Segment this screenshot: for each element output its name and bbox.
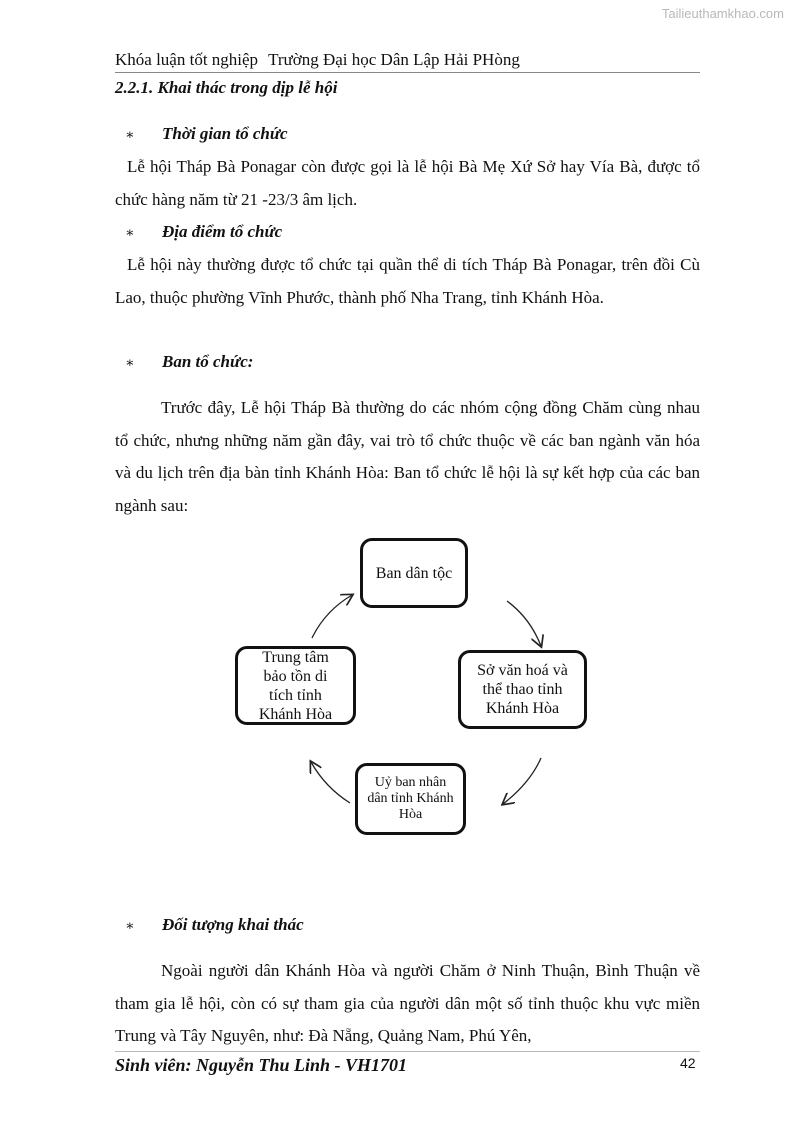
page-header [115,50,700,73]
bullet-label: Địa điểm tổ chức [162,222,283,241]
arrow-right-to-bottom [503,758,541,804]
paragraph-target: Ngoài người dân Khánh Hòa và người Chăm ở Ninh Thuận, Bình Thuận về tham gia lễ hội, còn có sự tham gia của người dân một số tỉnh thuộc khu vực miền Trung và Tây Nguyên, như: Đà Nẵng, Quảng Nam, Phú Yên, [115,961,700,1045]
section-title: 2.2.1. Khai thác trong dịp lễ hội [115,78,338,97]
footer-student: Sinh viên: Nguyễn Thu Linh - VH1701 [115,1055,408,1075]
arrow-bottom-to-left [311,762,350,803]
bullet-time [125,124,288,144]
paragraph-organizer: Trước đây, Lễ hội Tháp Bà thường do các nhóm cộng đồng Chăm cùng nhau tổ chức, nhưng những năm gần đây, vai trò tổ chức thuộc về các ban ngành văn hóa và du lịch trên địa bàn tỉnh Khánh Hòa: Ban tổ chức lễ hội là sự kết hợp của các ban ngành sau: [115,398,700,515]
paragraph-place: Lễ hội này thường được tổ chức tại quần thể di tích Tháp Bà Ponagar, trên đồi Cù Lao, thuộc phường Vĩnh Phước, thành phố Nha Trang, tỉnh Khánh Hòa. [115,255,700,307]
diagram-node-right: Sở văn hoá và thể thao tỉnh Khánh Hòa [458,650,587,729]
arrow-left-to-top [312,595,352,638]
bullet-icon: ∗ [125,356,135,371]
bullet-label: Đối tượng khai thác [162,915,304,934]
watermark: Tailieuthamkhao.com [661,6,784,21]
bullet-icon: ∗ [125,128,135,143]
footer-divider [115,1051,700,1052]
arrow-top-to-right [507,601,541,646]
bullet-icon: ∗ [125,919,135,934]
paragraph-time: Lễ hội Tháp Bà Ponagar còn được gọi là lễ hội Bà Mẹ Xứ Sở hay Vía Bà, được tổ chức hàng năm từ 21 -23/3 âm lịch. [115,157,700,209]
diagram-node-top: Ban dân tộc [360,538,468,608]
bullet-place [125,222,282,242]
header-left: Khóa luận tốt nghiệp [115,50,259,69]
page-number: 42 [680,1055,696,1071]
bullet-label: Thời gian tổ chức [162,124,288,143]
diagram-node-bottom: Uỷ ban nhân dân tỉnh Khánh Hòa [355,763,466,835]
diagram-node-left: Trung tâm bảo tồn di tích tỉnh Khánh Hòa [235,646,356,725]
bullet-target [125,915,304,935]
bullet-icon: ∗ [125,226,135,241]
bullet-label: Ban tổ chức: [162,352,254,371]
header-right: Trường Đại học Dân Lập Hải PHòng [268,50,520,69]
bullet-organizer [125,352,253,372]
